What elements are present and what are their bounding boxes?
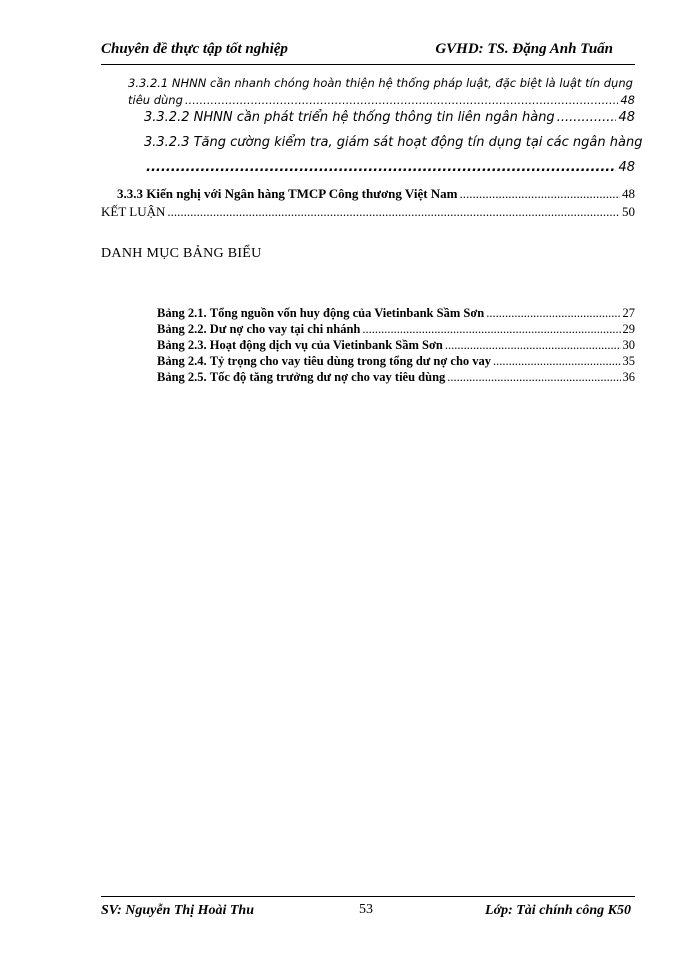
toc-entry-3-3-2-1-cont[interactable] — [128, 93, 635, 107]
dot-leader — [447, 370, 620, 385]
table-label: Bảng 2.1. — [157, 306, 207, 320]
dot-leader — [557, 110, 617, 125]
table-title: Hoạt động dịch vụ của Vietinbank Sầm Sơn — [209, 338, 443, 352]
toc-entry-3-3-3[interactable] — [117, 186, 635, 202]
table-title: Dư nợ cho vay tại chi nhánh — [209, 322, 361, 336]
table-page-number: 30 — [622, 338, 635, 352]
table-list-item[interactable] — [157, 354, 635, 369]
section-title: DANH MỤC BẢNG BIỂU — [101, 246, 262, 261]
table-title: Tổng nguồn vốn huy động của Vietinbank Sầm Sơn — [209, 306, 485, 320]
dot-leader — [445, 338, 621, 353]
footer-page-number: 53 — [359, 902, 373, 917]
table-label: Bảng 2.5. — [157, 370, 207, 384]
toc-page-number: 48 — [622, 186, 635, 201]
dot-leader — [486, 306, 620, 321]
toc-entry-3-3-2-3-cont[interactable] — [144, 160, 635, 175]
page-header — [101, 38, 635, 65]
page-footer — [101, 896, 635, 921]
table-list-item[interactable] — [157, 338, 635, 353]
table-label: Bảng 2.4. — [157, 354, 207, 368]
toc-page-number: 48 — [618, 160, 635, 175]
dot-leader — [146, 160, 616, 175]
dot-leader — [460, 186, 620, 202]
table-title: Tốc độ tăng trưởng dư nợ cho vay tiêu dùng — [209, 370, 446, 384]
toc-entry-text: 3.3.2.2 NHNN cần phát triển hệ thống thông tin liên ngân hàng — [144, 110, 555, 125]
toc-entry-3-3-2-2[interactable] — [144, 110, 635, 125]
footer-student: SV: Nguyễn Thị Hoài Thu — [101, 903, 254, 918]
table-page-number: 36 — [622, 370, 635, 384]
header-left-text: Chuyên đề thực tập tốt nghiệp — [101, 41, 288, 57]
table-list-item[interactable] — [157, 306, 635, 321]
table-label: Bảng 2.3. — [157, 338, 207, 352]
toc-page-number: 48 — [618, 110, 635, 125]
table-page-number: 27 — [622, 306, 635, 320]
table-page-number: 29 — [622, 322, 635, 336]
dot-leader — [167, 204, 620, 220]
toc-page-number: 48 — [620, 93, 635, 107]
table-list-item[interactable] — [157, 370, 635, 385]
toc-entry-text: 3.3.2.1 NHNN cần nhanh chóng hoàn thiện hệ thống pháp luật, đặc biệt là luật tín dụng — [128, 76, 633, 90]
toc-page-number: 50 — [622, 204, 635, 219]
toc-entry-text: 3.3.2.3 Tăng cường kiểm tra, giám sát hoạt động tín dụng tại các ngân hàng — [144, 135, 643, 150]
toc-entry-3-3-2-1[interactable] — [128, 76, 633, 90]
header-right-text: GVHD: TS. Đặng Anh Tuấn — [435, 41, 613, 57]
dot-leader — [185, 93, 618, 107]
toc-entry-ket-luan[interactable] — [101, 204, 635, 220]
toc-entry-3-3-2-3[interactable] — [144, 135, 642, 150]
footer-class: Lớp: Tài chính công K50 — [485, 903, 631, 918]
table-title: Tỷ trọng cho vay tiêu dùng trong tổng dư nợ cho vay — [209, 354, 492, 368]
table-list-item[interactable] — [157, 322, 635, 337]
toc-entry-text: KẾT LUẬN — [101, 204, 166, 219]
table-label: Bảng 2.2. — [157, 322, 207, 336]
table-page-number: 35 — [622, 354, 635, 368]
toc-entry-text: 3.3.3 Kiến nghị với Ngân hàng TMCP Công thương Việt Nam — [117, 186, 458, 201]
dot-leader — [362, 322, 620, 337]
dot-leader — [493, 354, 620, 369]
toc-entry-text: tiêu dùng — [128, 93, 183, 107]
